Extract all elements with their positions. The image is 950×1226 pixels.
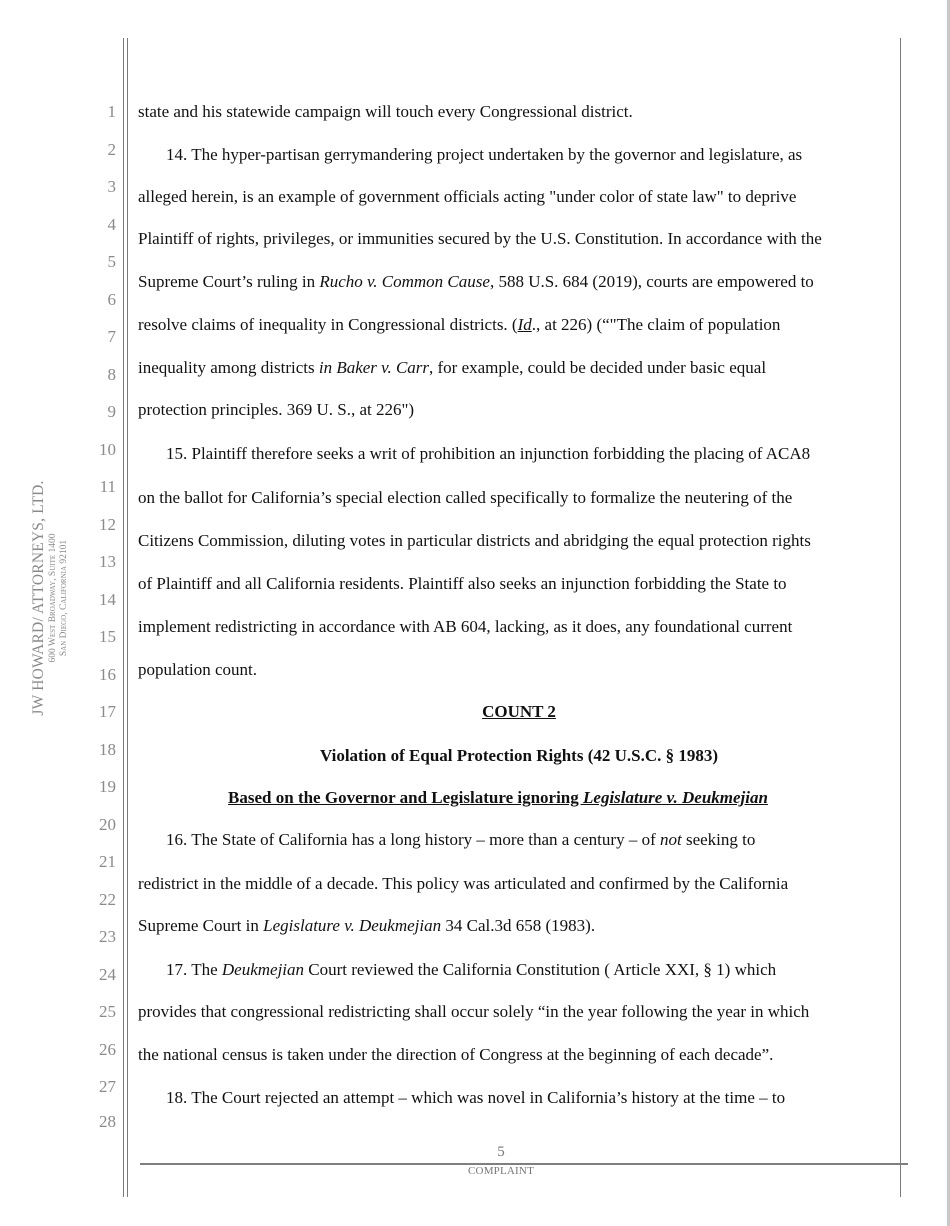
text-run: ., at 226) (“"The claim of population [531,315,781,334]
line-number: 19 [99,777,116,796]
count-basis-heading [138,787,858,809]
count-basis-text [228,788,768,807]
line-number: 28 [99,1112,116,1131]
text-run: inequality among districts [138,358,319,377]
case-citation: Rucho v. Common Cause [319,272,490,291]
paragraph-16-line [138,915,595,937]
paragraph-14-line: Plaintiff of rights, privileges, or immunities secured by the U.S. Constitution. In accordance with the [138,229,822,248]
paragraph-14-line [138,271,814,293]
count-heading-text: COUNT 2 [482,702,556,721]
paragraph-17-line: the national census is taken under the direction of Congress at the beginning of each decade”. [138,1045,774,1064]
line-number: 15 [99,627,116,646]
left-margin-rule-inner [127,38,128,1197]
line-number: 12 [99,515,116,534]
line-number: 26 [99,1040,116,1059]
paragraph-14-line [138,357,766,379]
paragraph-15-line: 15. Plaintiff therefore seeks a writ of prohibition an injunction forbidding the placing of ACA8 [166,444,811,463]
paragraph-14-line: alleged herein, is an example of government officials acting "under color of state law" to deprive [138,187,797,206]
line-number: 3 [107,177,116,196]
text-run: , 588 U.S. 684 (2019), courts are empowered to [489,272,814,291]
line-number: 11 [99,477,116,496]
text-run: 17. The [166,960,222,979]
id-citation: Id [517,315,532,334]
text-line: state and his statewide campaign will touch every Congressional district. [138,102,633,121]
line-number: 22 [99,890,116,909]
line-number: 16 [99,665,116,684]
count-subheading: Violation of Equal Protection Rights (42 U.S.C. § 1983) [319,746,719,765]
line-number: 27 [99,1077,116,1096]
line-number: 10 [99,440,116,459]
paragraph-15-line: implement redistricting in accordance with AB 604, lacking, as it does, any foundational current [138,617,793,636]
text-run: Supreme Court in [138,916,264,935]
line-number: 21 [99,852,116,871]
line-number: 20 [99,815,116,834]
line-number: 8 [107,365,116,384]
page-number: 5 [497,1144,505,1160]
paragraph-15-line: of Plaintiff and all California residents. Plaintiff also seeks an injunction forbidding the State to [138,574,787,593]
line-number: 1 [107,102,116,121]
paragraph-17-line [166,959,776,981]
line-number: 7 [107,327,116,346]
text-run: , for example, could be decided under basic equal [429,358,767,377]
left-margin-rule-outer [123,38,124,1197]
paragraph-16-line [166,829,755,851]
line-number: 14 [99,590,116,609]
paragraph-14-line: protection principles. 369 U. S., at 226") [138,400,415,419]
paragraph-15-line: Citizens Commission, diluting votes in particular districts and abridging the equal protection rights [138,531,811,550]
text-run: Court reviewed the California Constitution ( Article XXI, § 1) which [304,960,777,979]
case-citation: Legislature v. Deukmejian [263,916,442,935]
text-run: Supreme Court’s ruling in [138,272,320,291]
count-heading [138,701,900,723]
firm-sidebar [31,480,70,715]
paragraph-14-line [138,314,780,336]
case-citation: in Baker v. Carr [318,358,430,377]
emphasis: not [659,830,682,849]
paragraph-18-line: 18. The Court rejected an attempt – which was novel in California’s history at the time – to [166,1088,786,1107]
line-number: 24 [99,965,116,984]
case-citation: Deukmejian [221,960,305,979]
line-number: 9 [107,402,116,421]
line-number: 2 [107,140,116,159]
line-number: 6 [107,290,116,309]
line-number: 17 [99,702,116,721]
paragraph-15-line: on the ballot for California’s special election called specifically to formalize the neutering of the [138,488,793,507]
line-number: 23 [99,927,116,946]
paragraph-14-line: 14. The hyper-partisan gerrymandering project undertaken by the governor and legislature, as [166,145,803,164]
case-citation: Legislature v. Deukmejian [583,788,768,807]
text-run: resolve claims of inequality in Congressional districts. ( [138,315,518,334]
firm-name: JW HOWARD/ ATTORNEYS, LTD. [29,480,47,716]
paragraph-16-line: redistrict in the middle of a decade. This policy was articulated and confirmed by the California [138,874,789,893]
line-number: 18 [99,740,116,759]
footer-label: COMPLAINT [468,1165,534,1177]
text-run: seeking to [681,830,756,849]
line-number: 25 [99,1002,116,1021]
line-number: 13 [99,552,116,571]
firm-address-line-2: San Diego, California 92101 [58,539,69,657]
paragraph-17-line: provides that congressional redistricting shall occur solely “in the year following the year in which [138,1002,810,1021]
text-run: 34 Cal.3d 658 (1983). [441,916,596,935]
paragraph-15-line: population count. [138,660,257,679]
line-number: 5 [107,252,116,271]
text-run: 16. The State of California has a long history – more than a century – of [166,830,660,849]
text-run: Based on the Governor and Legislature ignoring [228,788,584,807]
firm-address-line-1: 600 West Broadway, Suite 1400 [47,533,58,663]
line-number: 4 [107,215,116,234]
right-margin-rule [900,38,901,1197]
